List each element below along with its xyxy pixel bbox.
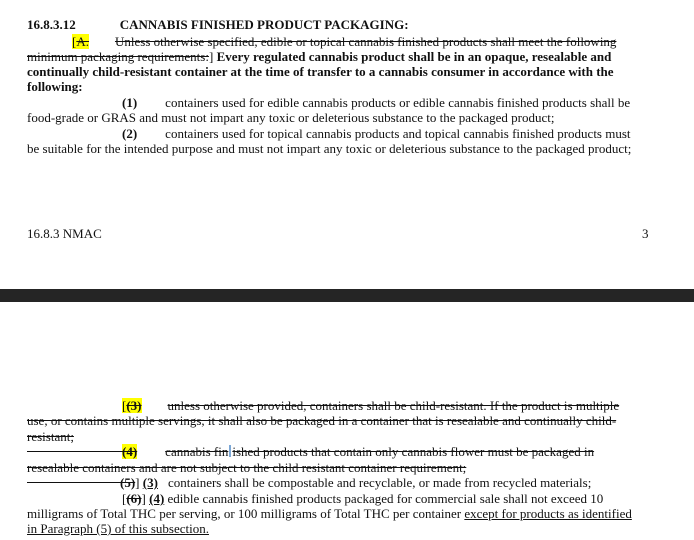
old-item-3-struck-1: unless otherwise provided, containers shall be child-resistant. If the product is multiple [167, 398, 620, 413]
old-item-4-struck-2: resealable containers and are not subject to the child resistant container requirement; [27, 460, 467, 475]
para-a-bold-text-2: continually child-resistant container at the time of transfer to a cannabis consumer in accordance with the [27, 64, 614, 79]
item-1-number: (1) [122, 95, 138, 110]
old-item-3-struck-3: resistant; [27, 429, 74, 444]
para-a-label: A. [76, 34, 89, 49]
new-item-4-text-2-underlined: except for products as identified [464, 506, 632, 521]
old-item-4-line-1 [122, 444, 594, 459]
old-item-3-line-1 [122, 398, 619, 413]
old-item-4-struck-1a: cannabis fin [165, 444, 229, 459]
new-item-4-line-2 [27, 506, 632, 521]
tab-strike-line [27, 482, 120, 483]
old-item-4-struck-1b: ished products that contain only cannabis flower must be packaged in [232, 444, 595, 459]
item-2-line-1 [122, 126, 631, 141]
section-number: 16.8.3.12 [27, 17, 76, 32]
footer-citation: 16.8.3 NMAC [27, 226, 102, 241]
new-item-4-old-number: (6) [126, 491, 142, 506]
para-a-struck-text-1: Unless otherwise specified, edible or topical cannabis finished products shall meet the following [114, 34, 617, 49]
tab-strike-line [27, 451, 122, 452]
item-2-text-1: containers used for topical cannabis products and topical cannabis finished products must [165, 126, 631, 141]
item-1-line-1 [122, 95, 630, 110]
section-title: CANNABIS FINISHED PRODUCT PACKAGING: [119, 17, 409, 32]
item-1-text-1: containers used for edible cannabis products or edible cannabis finished products shall be [165, 95, 631, 110]
new-item-4-text-3: in Paragraph (5) of this subsection. [27, 521, 209, 536]
item-2-text-2: be suitable for the intended purpose and must not impart any toxic or deleterious substance to the packaged product; [27, 141, 632, 156]
open-bracket: [ [72, 34, 77, 49]
new-item-4-open-bracket: [ [122, 491, 127, 506]
new-item-3-close-bracket: ] [135, 475, 140, 490]
new-item-4-line-1 [122, 491, 603, 506]
para-a-struck-text-2: minimum packaging requirements: [27, 49, 209, 64]
para-a-bold-text-3: following: [27, 79, 83, 94]
page-break-divider [0, 289, 694, 302]
new-item-3-line [120, 475, 591, 490]
new-item-3-old-number: (5) [120, 475, 136, 490]
old-item-3-open-bracket: [ [122, 398, 127, 413]
new-item-4-close-bracket: ] [141, 491, 146, 506]
item-2-number: (2) [122, 126, 138, 141]
new-item-3-text: containers shall be compostable and recyclable, or made from recycled materials; [167, 475, 592, 490]
new-item-4-text-1: edible cannabis finished products packaged for commercial sale shall not exceed 10 [167, 491, 604, 506]
old-item-3-struck-2: use, or contains multiple servings, it shall also be packaged in a container that is resealable and continually child- [27, 413, 617, 428]
para-a-line-2 [27, 49, 611, 64]
section-heading [27, 17, 409, 32]
new-item-4-new-number: (4) [149, 491, 165, 506]
item-1-text-2: food-grade or GRAS and must not impart any toxic or deleterious substance to the packaged product; [27, 110, 555, 125]
new-item-4-text-2: milligrams of Total THC per serving, or 100 milligrams of Total THC per container [27, 506, 462, 521]
old-item-3-number: (3) [126, 398, 142, 413]
new-item-3-new-number: (3) [142, 475, 158, 490]
old-item-4-number: (4) [122, 444, 138, 459]
page-number: 3 [642, 226, 649, 241]
para-a-line-1 [72, 34, 616, 49]
para-a-bold-text-1: Every regulated cannabis product shall be in an opaque, resealable and [216, 49, 612, 64]
close-bracket: ] [208, 49, 214, 64]
